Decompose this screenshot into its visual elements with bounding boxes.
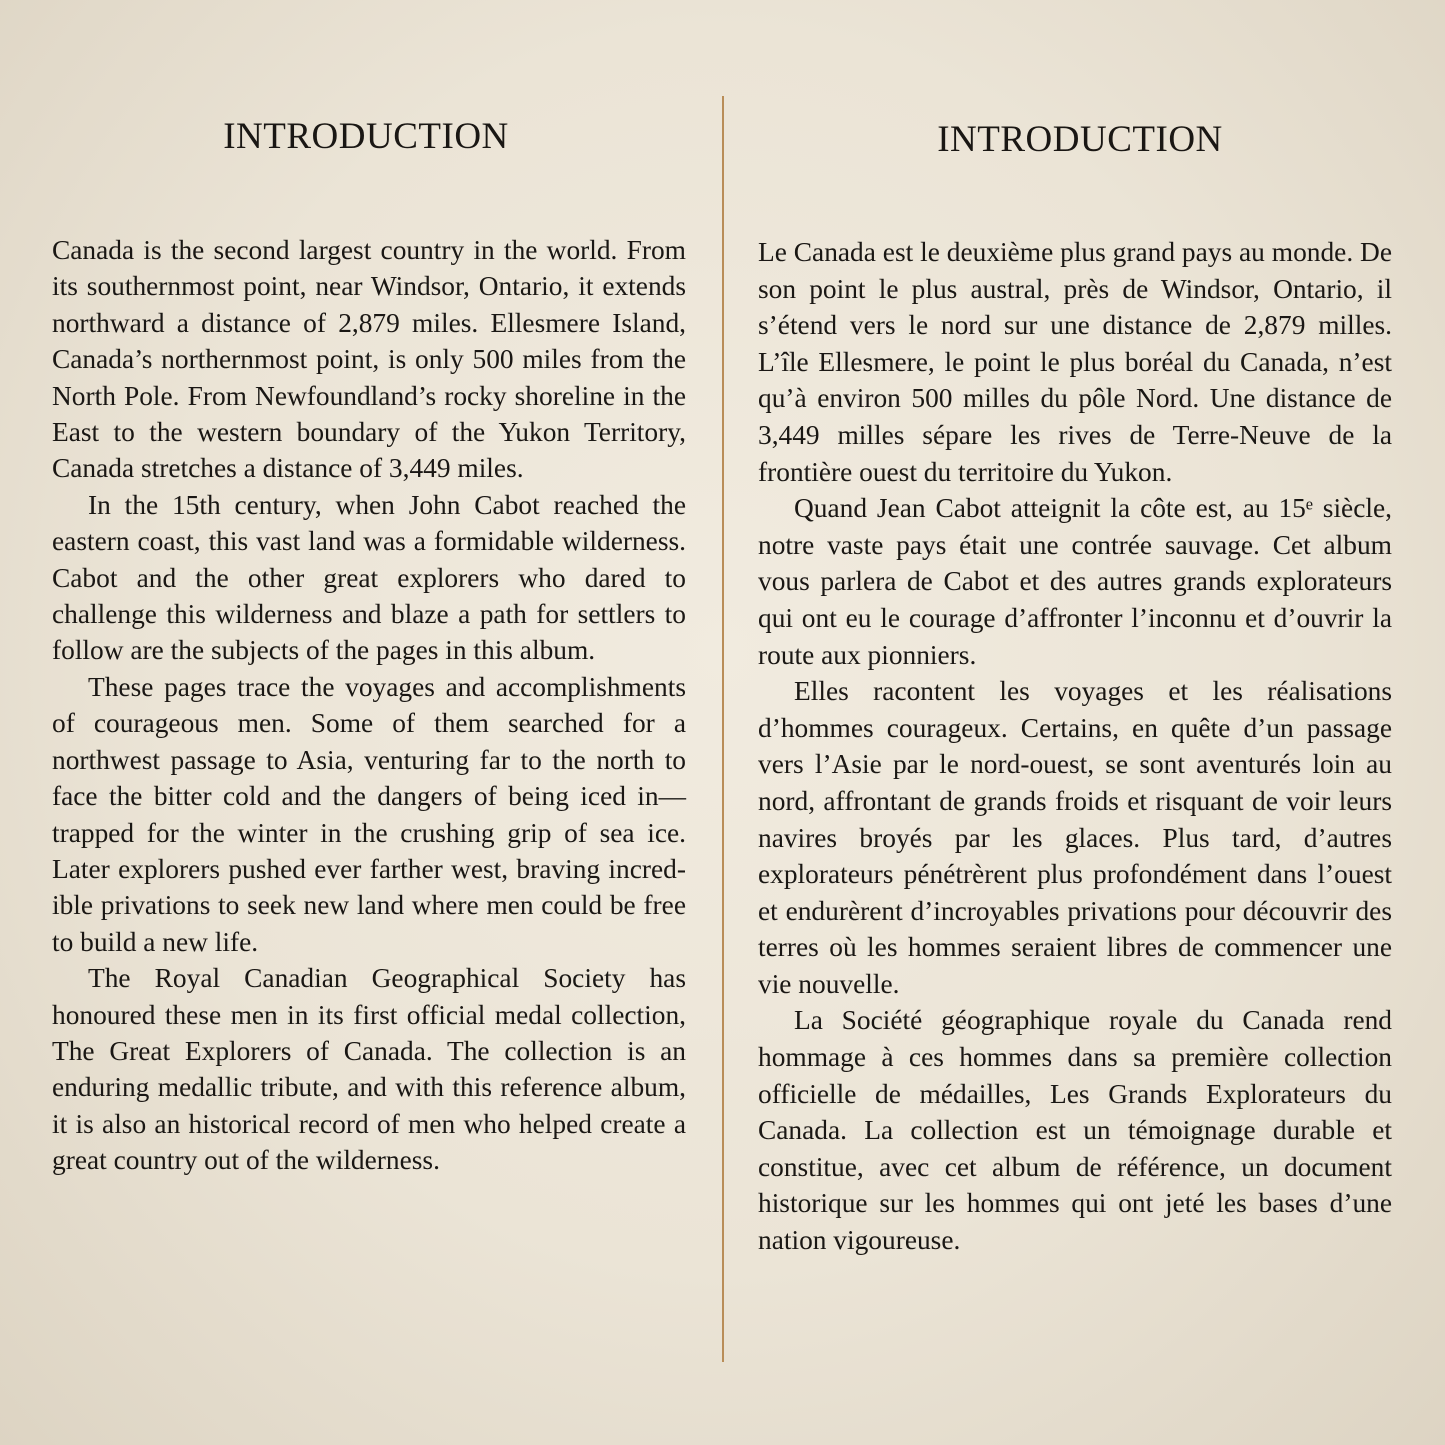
english-paragraph-1: Canada is the second largest country in the world. From its southernmost point, near Windsor, Ontario, it extends northward a distance of 2,879 miles. Ellesmere Island, Canada’s northernmost point, is only 500 miles from the North Pole. From Newfoundland’s rocky shoreline in the East to the western boundary of the Yukon Territory, Canada stretches a distance of 3,449 miles. — [52, 235, 686, 484]
french-paragraph-2: Quand Jean Cabot atteignit la côte est, au 15ᵉ siècle, notre vaste pays était une contrée sauvage. Cet album vous parlera de Cabot et des autres grands explorateurs qui ont eu le courage d’affronter l’inconnu et d’ouvrir la route aux pionniers. — [758, 493, 1392, 670]
column-divider — [722, 96, 724, 1362]
french-paragraph-3: Elles racontent les voyages et les réalisations d’hommes courageux. Certains, en quête d’un passage vers l’Asie par le nord-ouest, se sont aventurés loin au nord, affrontant de grands froids et risquant de voir leurs navires broyés par les glaces. Plus tard, d’autres explorateurs pénétrèrent plus profondément dans l’ouest et endurèrent d’incroyables privations pour découvrir des terres où les hommes seraient libres de commencer une vie nouvelle. — [758, 676, 1392, 999]
french-paragraph-1: Le Canada est le deuxième plus grand pays au monde. De son point le plus austral, près de Windsor, Ontario, il s’étend vers le nord sur une distance de 2,879 milles. L’île Ellesmere, le point le plus boréal du Canada, n’est qu’à environ 500 milles du pôle Nord. Une distance de 3,449 milles sépare les rives de Terre-Neuve de la frontière ouest du territoire du Yukon. — [758, 237, 1392, 487]
english-paragraph-2: In the 15th century, when John Cabot reached the eastern coast, this vast land was a formidable wilderness. Cabot and the other great explorers who dared to challenge this wilderness and blaze a path for settlers to follow are the subjects of the pages in this album. — [52, 489, 686, 666]
french-title: INTRODUCTION — [937, 119, 1223, 160]
english-title: INTRODUCTION — [223, 116, 509, 157]
french-paragraph-4: La Société géographique royale du Canada rend hommage à ces hommes dans sa première collection officielle de médailles, Les Grands Explorateurs du Canada. La collection est un témoignage durable et constitue, avec cet album de référence, un document historique sur les hommes qui ont jeté les bases d’une nation vigoureuse. — [758, 1005, 1392, 1256]
french-body — [758, 234, 1392, 1259]
english-paragraph-4: The Royal Canadian Geographical Society has honoured these men in its first official medal collection, The Great Explorers of Canada. The collection is an enduring medallic tribute, and with this reference album, it is also an historical record of men who helped create a great country out of the wilderness. — [52, 963, 686, 1176]
english-paragraph-3: These pages trace the voyages and accomplishments of courageous men. Some of them searched for a northwest passage to Asia, venturing far to the north to face the bitter cold and the dangers of being iced in—trapped for the winter in the crushing grip of sea ice. Later explorers pushed ever farther west, braving incredible privations to seek new land where men could be free to build a new life. — [52, 671, 686, 957]
english-body — [52, 232, 686, 1179]
